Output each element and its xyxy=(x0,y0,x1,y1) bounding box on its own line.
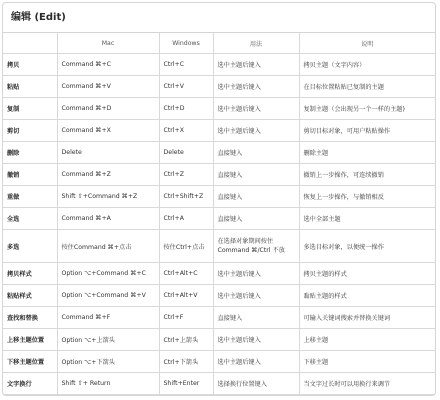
mac-shortcut-cell: Command ⌘+C xyxy=(57,54,159,76)
mac-shortcut-cell: Shift ⇧+ Return xyxy=(57,373,159,395)
mac-shortcut-cell: Delete xyxy=(57,142,159,164)
shortcut-panel xyxy=(2,2,436,396)
header-mac: Mac xyxy=(57,33,159,54)
action-cell: 删除 xyxy=(3,142,57,164)
table-row xyxy=(3,307,435,329)
table-row xyxy=(3,76,435,98)
shortcut-table xyxy=(3,33,435,395)
usage-cell: 选中主题后键入 xyxy=(213,98,299,120)
usage-cell: 选中主题后键入 xyxy=(213,285,299,307)
header-windows: Windows xyxy=(159,33,213,54)
description-cell: 恢复上一步操作，与撤销相反 xyxy=(299,186,435,208)
description-cell: 多选目标对象，以便统一操作 xyxy=(299,230,435,263)
mac-shortcut-cell: Option ⌥+Command ⌘+C xyxy=(57,263,159,285)
mac-shortcut-cell: Option ⌥+上箭头 xyxy=(57,329,159,351)
action-cell: 多选 xyxy=(3,230,57,263)
table-row xyxy=(3,351,435,373)
windows-shortcut-cell: Ctrl+Alt+C xyxy=(159,263,213,285)
table-row xyxy=(3,373,435,395)
description-cell: 黏贴主题的样式 xyxy=(299,285,435,307)
table-row xyxy=(3,54,435,76)
usage-cell: 选中主题后键入 xyxy=(213,76,299,98)
usage-cell: 直接键入 xyxy=(213,208,299,230)
action-cell: 粘贴 xyxy=(3,76,57,98)
panel-title: 编辑 (Edit) xyxy=(3,3,435,33)
usage-cell: 选择换行位置键入 xyxy=(213,373,299,395)
action-cell: 上移主题位置 xyxy=(3,329,57,351)
description-cell: 拷贝主题（文字内容） xyxy=(299,54,435,76)
table-row xyxy=(3,164,435,186)
usage-cell: 选中主题后键入 xyxy=(213,351,299,373)
mac-shortcut-cell: Command ⌘+X xyxy=(57,120,159,142)
windows-shortcut-cell: Ctrl+D xyxy=(159,98,213,120)
windows-shortcut-cell: Ctrl+C xyxy=(159,54,213,76)
usage-cell: 直接键入 xyxy=(213,164,299,186)
action-cell: 查找和替换 xyxy=(3,307,57,329)
action-cell: 拷贝样式 xyxy=(3,263,57,285)
usage-cell: 选中主题后键入 xyxy=(213,54,299,76)
description-cell: 当文字过长时可以用换行来调节 xyxy=(299,373,435,395)
windows-shortcut-cell: 按住Ctrl+点击 xyxy=(159,230,213,263)
description-cell: 删除主题 xyxy=(299,142,435,164)
description-cell: 剪切目标对象，可用户粘贴操作 xyxy=(299,120,435,142)
header-usage: 用法 xyxy=(213,33,299,54)
windows-shortcut-cell: Ctrl+F xyxy=(159,307,213,329)
table-row xyxy=(3,186,435,208)
windows-shortcut-cell: Shift+Enter xyxy=(159,373,213,395)
action-cell: 复制 xyxy=(3,98,57,120)
windows-shortcut-cell: Delete xyxy=(159,142,213,164)
mac-shortcut-cell: Command ⌘+V xyxy=(57,76,159,98)
windows-shortcut-cell: Ctrl+Alt+V xyxy=(159,285,213,307)
usage-cell: 选中主题后键入 xyxy=(213,263,299,285)
description-cell: 下移主题 xyxy=(299,351,435,373)
windows-shortcut-cell: Ctrl+上箭头 xyxy=(159,329,213,351)
table-row xyxy=(3,142,435,164)
mac-shortcut-cell: Option ⌥+下箭头 xyxy=(57,351,159,373)
description-cell: 选中全部主题 xyxy=(299,208,435,230)
mac-shortcut-cell: Command ⌘+F xyxy=(57,307,159,329)
table-row xyxy=(3,329,435,351)
windows-shortcut-cell: Ctrl+A xyxy=(159,208,213,230)
action-cell: 全选 xyxy=(3,208,57,230)
windows-shortcut-cell: Ctrl+X xyxy=(159,120,213,142)
table-row xyxy=(3,98,435,120)
mac-shortcut-cell: Command ⌘+A xyxy=(57,208,159,230)
windows-shortcut-cell: Ctrl+下箭头 xyxy=(159,351,213,373)
action-cell: 撤销 xyxy=(3,164,57,186)
action-cell: 粘贴样式 xyxy=(3,285,57,307)
header-description: 说明 xyxy=(299,33,435,54)
description-cell: 复制主题（会出现另一个一样的主题) xyxy=(299,98,435,120)
mac-shortcut-cell: 按住Command ⌘+点击 xyxy=(57,230,159,263)
usage-cell: 选中主题后键入 xyxy=(213,329,299,351)
mac-shortcut-cell: Command ⌘+Z xyxy=(57,164,159,186)
description-cell: 可输入关键词搜索并替换关键词 xyxy=(299,307,435,329)
description-cell: 拷贝主题的样式 xyxy=(299,263,435,285)
mac-shortcut-cell: Shift ⇧+Command ⌘+Z xyxy=(57,186,159,208)
action-cell: 剪切 xyxy=(3,120,57,142)
table-row xyxy=(3,230,435,263)
description-cell: 撤销上一步操作，可连续撤销 xyxy=(299,164,435,186)
table-body xyxy=(3,54,435,395)
description-cell: 上移主题 xyxy=(299,329,435,351)
table-row xyxy=(3,285,435,307)
mac-shortcut-cell: Option ⌥+Command ⌘+V xyxy=(57,285,159,307)
table-header-row xyxy=(3,33,435,54)
usage-cell: 选中主题后键入 xyxy=(213,120,299,142)
table-row xyxy=(3,263,435,285)
usage-cell: 在选择对象期间按住 Command ⌘/Ctrl 不放 xyxy=(213,230,299,263)
windows-shortcut-cell: Ctrl+V xyxy=(159,76,213,98)
action-cell: 下移主题位置 xyxy=(3,351,57,373)
usage-cell: 直接键入 xyxy=(213,142,299,164)
table-row xyxy=(3,208,435,230)
action-cell: 文字换行 xyxy=(3,373,57,395)
description-cell: 在目标位置粘贴已复制的主题 xyxy=(299,76,435,98)
usage-cell: 直接键入 xyxy=(213,186,299,208)
windows-shortcut-cell: Ctrl+Z xyxy=(159,164,213,186)
mac-shortcut-cell: Command ⌘+D xyxy=(57,98,159,120)
action-cell: 重做 xyxy=(3,186,57,208)
windows-shortcut-cell: Ctrl+Shift+Z xyxy=(159,186,213,208)
action-cell: 拷贝 xyxy=(3,54,57,76)
table-row xyxy=(3,120,435,142)
header-action xyxy=(3,33,57,54)
usage-cell: 直接键入 xyxy=(213,307,299,329)
